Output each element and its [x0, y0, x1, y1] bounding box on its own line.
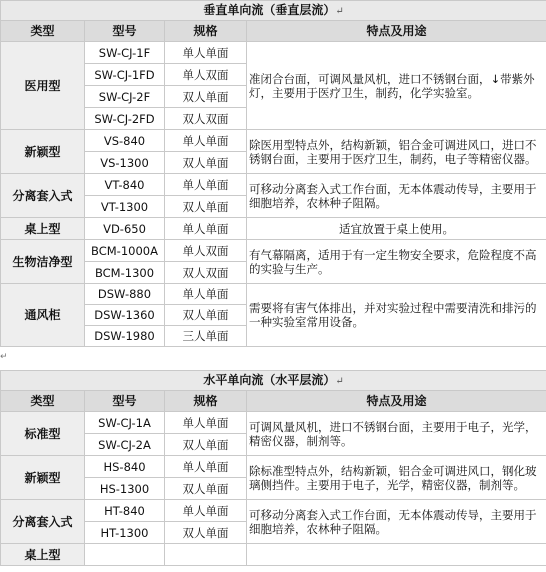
features-cell: 可调风量风机，进口不锈钢台面，主要用于电子，光学，精密仪器，制剂等。: [247, 412, 546, 456]
header-type: 类型: [1, 21, 85, 42]
features-cell: 需要将有害气体排出，并对实验过程中需要清洗和排污的一种实验室常用设备。: [247, 284, 546, 347]
header-features: 特点及用途: [247, 391, 546, 412]
category-cell: 桌上型: [1, 218, 85, 240]
features-cell: 除医用型特点外，结构新颖，铝合金可调进风口，进口不锈钢台面，主要用于医疗卫生，制药，电子等精密仪器。: [247, 130, 546, 174]
spec-cell: 单人双面: [165, 240, 247, 262]
spec-cell: 单人单面: [165, 284, 247, 305]
spec-cell: 双人单面: [165, 478, 247, 500]
category-cell: 分离套入式: [1, 500, 85, 544]
category-cell: 新颖型: [1, 456, 85, 500]
spec-cell: 单人单面: [165, 456, 247, 478]
model-cell: VT-1300: [85, 196, 165, 218]
model-cell: VS-1300: [85, 152, 165, 174]
spec-cell: 三人单面: [165, 326, 247, 347]
spec-cell: 单人单面: [165, 500, 247, 522]
category-cell: 医用型: [1, 42, 85, 130]
spec-cell: 单人单面: [165, 174, 247, 196]
model-cell: HT-1300: [85, 522, 165, 544]
category-cell: 新颖型: [1, 130, 85, 174]
header-type: 类型: [1, 391, 85, 412]
spec-cell: 双人单面: [165, 196, 247, 218]
spec-cell: 双人双面: [165, 262, 247, 284]
features-cell: 准闭合台面，可调风量风机，进口不锈钢台面，↓带紫外灯，主要用于医疗卫生，制药，化学实验室。: [247, 42, 546, 130]
spec-cell: [165, 544, 247, 566]
model-cell: SW-CJ-1FD: [85, 64, 165, 86]
model-cell: HS-1300: [85, 478, 165, 500]
model-cell: [85, 544, 165, 566]
spec-cell: 双人单面: [165, 305, 247, 326]
category-cell: 生物洁净型: [1, 240, 85, 284]
category-cell: 通风柜: [1, 284, 85, 347]
model-cell: SW-CJ-1F: [85, 42, 165, 64]
header-model: 型号: [85, 391, 165, 412]
model-cell: HS-840: [85, 456, 165, 478]
features-cell: [247, 544, 546, 566]
vertical-flow-title-text: 垂直单向流（垂直层流）: [203, 2, 336, 17]
spec-cell: 双人单面: [165, 86, 247, 108]
spec-cell: 双人单面: [165, 152, 247, 174]
model-cell: SW-CJ-2F: [85, 86, 165, 108]
features-cell: 适宜放置于桌上使用。: [247, 218, 546, 240]
paragraph-mark: ↵: [0, 352, 8, 362]
spec-cell: 双人单面: [165, 522, 247, 544]
header-spec: 规格: [165, 21, 247, 42]
spec-cell: 单人单面: [165, 130, 247, 152]
model-cell: SW-CJ-2A: [85, 434, 165, 456]
header-spec: 规格: [165, 391, 247, 412]
category-cell: 标准型: [1, 412, 85, 456]
horizontal-flow-title: 水平单向流（水平层流）↵: [1, 371, 546, 391]
header-features: 特点及用途: [247, 21, 546, 42]
spec-cell: 双人单面: [165, 434, 247, 456]
features-cell: 有气幕隔离，适用于有一定生物安全要求，危险程度不高的实验与生产。: [247, 240, 546, 284]
spec-cell: 单人单面: [165, 42, 247, 64]
horizontal-flow-title-text: 水平单向流（水平层流）: [203, 372, 336, 387]
model-cell: VT-840: [85, 174, 165, 196]
header-model: 型号: [85, 21, 165, 42]
model-cell: SW-CJ-2FD: [85, 108, 165, 130]
model-cell: DSW-880: [85, 284, 165, 305]
spec-cell: 双人双面: [165, 108, 247, 130]
model-cell: DSW-1360: [85, 305, 165, 326]
model-cell: VD-650: [85, 218, 165, 240]
features-cell: 除标准型特点外，结构新颖，铝合金可调进风口，钢化玻璃侧挡件。主要用于电子，光学，精密仪器，制剂等。: [247, 456, 546, 500]
spec-cell: 单人双面: [165, 64, 247, 86]
features-cell: 可移动分离套入式工作台面，无本体震动传导，主要用于细胞培养，农林种子阻隔。: [247, 174, 546, 218]
vertical-flow-title: 垂直单向流（垂直层流）↵: [1, 1, 546, 21]
horizontal-flow-table: [0, 370, 546, 566]
model-cell: SW-CJ-1A: [85, 412, 165, 434]
category-cell: 桌上型: [1, 544, 85, 566]
spec-cell: 单人单面: [165, 218, 247, 240]
category-cell: 分离套入式: [1, 174, 85, 218]
features-cell: 可移动分离套入式工作台面，无本体震动传导，主要用于细胞培养，农林种子阻隔。: [247, 500, 546, 544]
model-cell: BCM-1000A: [85, 240, 165, 262]
model-cell: HT-840: [85, 500, 165, 522]
spec-cell: 单人单面: [165, 412, 247, 434]
model-cell: BCM-1300: [85, 262, 165, 284]
model-cell: VS-840: [85, 130, 165, 152]
model-cell: DSW-1980: [85, 326, 165, 347]
